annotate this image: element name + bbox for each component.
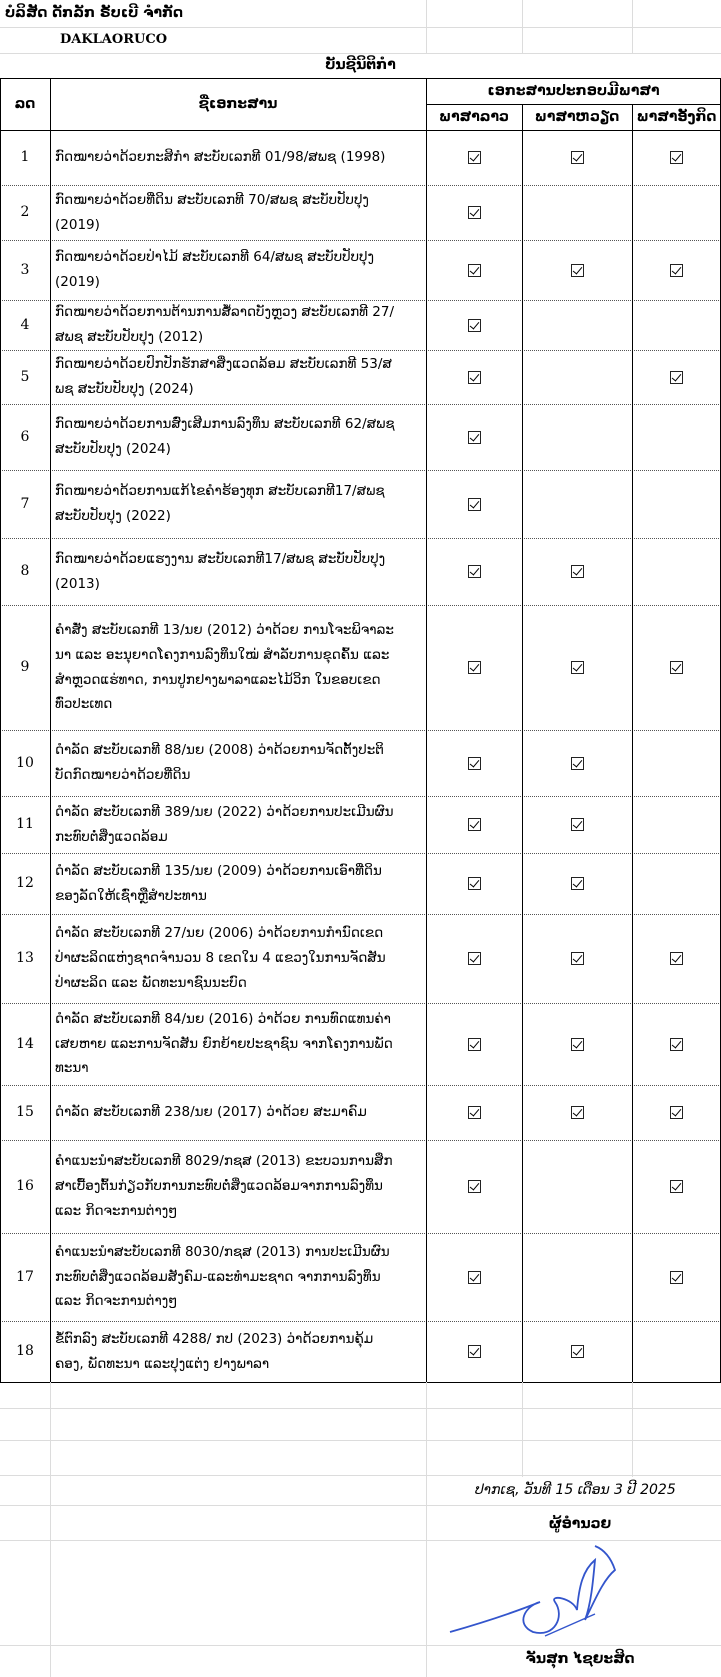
row-separator	[0, 300, 721, 301]
gridline	[0, 1408, 721, 1409]
checkbox-cell-eng	[632, 1321, 721, 1382]
signer-title: ຜູ້ອຳນວຍ	[548, 1515, 612, 1532]
company-name-en: DAKLAORUCO	[60, 31, 168, 47]
checkbox-checked-icon	[670, 1038, 683, 1051]
checkbox-checked-icon	[468, 1038, 481, 1051]
header-lao: ພາສາລາວ	[438, 108, 510, 125]
row-separator	[0, 1321, 721, 1322]
checkbox-cell-eng	[632, 605, 721, 730]
checkbox-checked-icon	[670, 1180, 683, 1193]
checkbox-cell-eng	[632, 1233, 721, 1321]
document-name: ດຳລັດ ສະບັບເລກທີ 88/ນຍ (2008) ວ່າດ້ວຍການຈັດຕັ້ງປະຕິ ບັດກົດໝາຍວ່າດ້ວຍທີ່ດິນ	[55, 742, 384, 783]
checkbox-checked-icon	[571, 1038, 584, 1051]
checkbox-cell-eng	[632, 1085, 721, 1140]
checkbox-cell-eng	[632, 796, 721, 853]
checkbox-cell-viet	[522, 1321, 632, 1382]
checkbox-checked-icon	[468, 565, 481, 578]
checkbox-cell-eng	[632, 300, 721, 350]
row-separator	[0, 1003, 721, 1004]
checkbox-cell-lao	[426, 605, 522, 730]
checkbox-cell-viet	[522, 730, 632, 796]
document-name: ກົດໝາຍວ່າດ້ວຍການສົ່ງເສີມການລົງທຶນ ສະບັບເລກທີ 62/ສພຊ ສະບັບປັບປຸງ (2024)	[55, 416, 395, 457]
checkbox-checked-icon	[468, 431, 481, 444]
checkbox-checked-icon	[670, 264, 683, 277]
checkbox-checked-icon	[468, 151, 481, 164]
gridline	[426, 0, 427, 53]
checkbox-cell-lao	[426, 470, 522, 538]
checkbox-checked-icon	[468, 877, 481, 890]
checkbox-cell-viet	[522, 796, 632, 853]
checkbox-checked-icon	[468, 1345, 481, 1358]
gridline	[522, 0, 523, 53]
checkbox-cell-lao	[426, 1085, 522, 1140]
gridline	[0, 1505, 721, 1506]
row-separator	[0, 914, 721, 915]
document-name: ດຳລັດ ສະບັບເລກທີ 27/ນຍ (2006) ວ່າດ້ວຍການກຳນົດເຂດ ປ່າຜະລິດແຫ່ງຊາດຈຳນວນ 8 ເຂດໃນ 4 ແຂວງໃນການຈັດສັນ ປ່າຜະລິດ ແລະ ພັດທະນາຊົນນະບົດ	[55, 925, 386, 991]
checkbox-checked-icon	[468, 319, 481, 332]
gridline	[50, 1382, 51, 1677]
document-name: ກົດໝາຍວ່າດ້ວຍທີ່ດິນ ສະບັບເລກທີ 70/ສພຊ ສະບັບປັບປຸງ (2019)	[55, 191, 369, 233]
checkbox-checked-icon	[468, 1106, 481, 1119]
signature	[445, 1540, 625, 1650]
checkbox-cell-viet	[522, 1085, 632, 1140]
checkbox-cell-viet	[522, 240, 632, 300]
date-line: ປາກເຊ, ວັນທີ 15 ເດືອນ 3 ປີ 2025	[475, 1481, 676, 1498]
row-number: 11	[16, 816, 34, 833]
gridline	[522, 1382, 523, 1477]
checkbox-checked-icon	[468, 264, 481, 277]
table-border	[0, 78, 721, 79]
row-number: 14	[16, 1035, 34, 1052]
checkbox-cell-lao	[426, 404, 522, 470]
checkbox-cell-eng	[632, 404, 721, 470]
row-separator	[0, 538, 721, 539]
checkbox-checked-icon	[571, 952, 584, 965]
row-separator	[0, 185, 721, 186]
document-name: ຄຳແນະນຳສະບັບເລກທີ 8029/ກຊສ (2013) ຂະບວນການສຶກ ສາເບື້ອງຕົ້ນກ່ຽວກັບການກະທົບຕໍ່ສິ່ງແວດລ້ອມຈາກການລົງທຶນ ແລະ ກິດຈະການຕ່າງໆ	[55, 1153, 393, 1219]
header-no: ລດ	[14, 95, 36, 112]
table-border	[50, 78, 51, 1382]
table-border	[632, 104, 633, 1382]
gridline	[426, 1382, 427, 1677]
checkbox-checked-icon	[571, 565, 584, 578]
row-number: 16	[16, 1178, 34, 1195]
row-number: 17	[16, 1268, 34, 1285]
document-name: ຄຳແນະນຳສະບັບເລກທີ 8030/ກຊສ (2013) ການປະເມີນຜົນ ກະທົບຕໍ່ສິ່ງແວດລ້ອມສັງຄົມ-ແລະທຳມະຊາດ ຈາກການລົງທຶນ ແລະ ກິດຈະການຕ່າງໆ	[55, 1243, 390, 1310]
checkbox-checked-icon	[670, 151, 683, 164]
row-number: 13	[16, 950, 34, 967]
checkbox-cell-eng	[632, 730, 721, 796]
row-separator	[0, 796, 721, 797]
checkbox-checked-icon	[571, 1345, 584, 1358]
row-number: 15	[16, 1104, 34, 1121]
checkbox-cell-eng	[632, 914, 721, 1003]
checkbox-cell-lao	[426, 185, 522, 240]
document-name: ດຳລັດ ສະບັບເລກທີ 238/ນຍ (2017) ວ່າດ້ວຍ ສະມາຄົມ	[55, 1104, 367, 1121]
checkbox-cell-lao	[426, 1233, 522, 1321]
company-name-lao: ບໍລິສັດ ດັກລັກ ຣັບເບີ ຈຳກັດ	[5, 5, 183, 22]
document-name: ກົດໝາຍວ່າດ້ວຍການແກ້ໄຂຄຳຮ້ອງທຸກ ສະບັບເລກທີ17/ສພຊ ສະບັບປັບປຸງ (2022)	[55, 483, 385, 524]
section-title: ບັນຊີນິຕິກຳ	[325, 57, 396, 74]
checkbox-cell-lao	[426, 538, 522, 605]
checkbox-cell-viet	[522, 605, 632, 730]
checkbox-cell-viet	[522, 350, 632, 404]
checkbox-cell-lao	[426, 130, 522, 185]
row-number: 12	[16, 875, 34, 892]
checkbox-cell-eng	[632, 853, 721, 914]
row-separator	[0, 605, 721, 606]
checkbox-cell-lao	[426, 350, 522, 404]
document-name: ດຳລັດ ສະບັບເລກທີ 389/ນຍ (2022) ວ່າດ້ວຍການປະເມີນຜົນ ກະທົບຕໍ່ສິ່ງແວດລ້ອມ	[55, 803, 394, 845]
row-separator	[0, 853, 721, 854]
signature-underline	[545, 1614, 595, 1636]
checkbox-cell-viet	[522, 1140, 632, 1233]
checkbox-cell-lao	[426, 730, 522, 796]
checkbox-cell-viet	[522, 300, 632, 350]
checkbox-cell-viet	[522, 130, 632, 185]
checkbox-checked-icon	[571, 1106, 584, 1119]
signer-name: ຈັນສຸກ ໄຊຍະສິດ	[525, 1650, 635, 1667]
checkbox-cell-eng	[632, 470, 721, 538]
checkbox-checked-icon	[670, 1106, 683, 1119]
checkbox-checked-icon	[571, 661, 584, 674]
checkbox-checked-icon	[468, 952, 481, 965]
checkbox-cell-eng	[632, 350, 721, 404]
gridline	[632, 0, 633, 53]
table-border	[0, 78, 1, 1382]
document-name: ຄຳສັ່ງ ສະບັບເລກທີ 13/ນຍ (2012) ວ່າດ້ວຍ ການໂຈະພິຈາລະ ນາ ແລະ ອະນຸຍາດໂຄງການລົງທຶນໃໝ່ ສຳລັບການຂຸດຄົ້ນ ແລະ ສຳຫຼວດແຮ່ທາດ, ການປູກຢາງພາລາແລະໄມ້ວິກ ໃນຂອບເຂດ ທົ່ວປະເທດ	[55, 621, 394, 713]
checkbox-checked-icon	[468, 757, 481, 770]
checkbox-cell-eng	[632, 240, 721, 300]
checkbox-checked-icon	[670, 371, 683, 384]
row-number: 9	[20, 659, 30, 676]
checkbox-checked-icon	[571, 264, 584, 277]
checkbox-checked-icon	[571, 818, 584, 831]
row-separator	[0, 240, 721, 241]
table-border	[0, 1382, 721, 1383]
row-number: 5	[20, 368, 30, 385]
checkbox-checked-icon	[670, 661, 683, 674]
header-english: ພາສາອັງກິດ	[636, 108, 717, 125]
checkbox-checked-icon	[468, 661, 481, 674]
header-vietnamese: ພາສາຫວຽດ	[534, 108, 620, 125]
checkbox-cell-lao	[426, 240, 522, 300]
row-separator	[0, 1085, 721, 1086]
checkbox-cell-lao	[426, 1140, 522, 1233]
gridline	[632, 1382, 633, 1477]
checkbox-cell-eng	[632, 1140, 721, 1233]
checkbox-checked-icon	[468, 1180, 481, 1193]
row-separator	[0, 470, 721, 471]
gridline	[0, 53, 721, 54]
row-separator	[0, 1140, 721, 1141]
row-number: 4	[20, 316, 30, 333]
checkbox-cell-lao	[426, 914, 522, 1003]
header-doc-name: ຊື່ເອກະສານ	[198, 95, 278, 112]
table-border	[0, 130, 721, 131]
row-number: 8	[20, 563, 30, 580]
row-separator	[0, 350, 721, 351]
row-separator	[0, 1233, 721, 1234]
row-separator	[0, 730, 721, 731]
checkbox-checked-icon	[468, 498, 481, 511]
gridline	[0, 1440, 721, 1441]
checkbox-checked-icon	[468, 371, 481, 384]
document-name: ກົດໝາຍວ່າດ້ວຍການຕ້ານການສໍ້ລາດບັງຫຼວງ ສະບັບເລກທີ 27/ ສພຊ ສະບັບປັບປຸງ (2012)	[55, 304, 395, 345]
checkbox-cell-lao	[426, 300, 522, 350]
table-border	[426, 78, 427, 1382]
checkbox-cell-lao	[426, 796, 522, 853]
checkbox-checked-icon	[571, 151, 584, 164]
checkbox-checked-icon	[670, 952, 683, 965]
row-number: 6	[20, 428, 30, 445]
checkbox-cell-viet	[522, 1233, 632, 1321]
checkbox-cell-viet	[522, 1003, 632, 1085]
checkbox-cell-viet	[522, 538, 632, 605]
document-name: ກົດໝາຍວ່າດ້ວຍກະສິກຳ ສະບັບເລກທີ 01/98/ສພຊ (1998)	[55, 149, 386, 166]
checkbox-cell-lao	[426, 1321, 522, 1382]
row-number: 3	[20, 261, 30, 278]
document-name: ກົດໝາຍວ່າດ້ວຍແຮງງານ ສະບັບເລກທີ17/ສພຊ ສະບັບປັບປຸງ (2013)	[55, 550, 386, 592]
checkbox-cell-eng	[632, 130, 721, 185]
row-number: 2	[20, 204, 30, 221]
checkbox-cell-eng	[632, 185, 721, 240]
row-number: 1	[20, 149, 30, 166]
header-language-group: ເອກະສານປະກອບມີພາສາ	[487, 82, 660, 99]
document-name: ກົດໝາຍວ່າດ້ວຍປ່າໄມ້ ສະບັບເລກທີ 64/ສພຊ ສະບັບປັບປຸງ (2019)	[55, 249, 374, 290]
gridline	[0, 27, 721, 28]
checkbox-checked-icon	[468, 206, 481, 219]
checkbox-checked-icon	[571, 877, 584, 890]
checkbox-checked-icon	[571, 757, 584, 770]
checkbox-cell-viet	[522, 853, 632, 914]
checkbox-cell-eng	[632, 1003, 721, 1085]
row-separator	[0, 404, 721, 405]
document-name: ຂໍ້ຕົກລົງ ສະບັບເລກທີ 4288/ ກປ (2023) ວ່າດ້ວຍການຄຸ້ມ ຄອງ, ພັດທະນາ ແລະປຸງແຕ່ງ ຢາງພາລາ	[55, 1330, 374, 1372]
checkbox-cell-viet	[522, 185, 632, 240]
row-number: 7	[20, 495, 30, 512]
document-name: ກົດໝາຍວ່າດ້ວຍປົກປັກຮັກສາສິ່ງແວດລ້ອມ ສະບັບເລກທີ 53/ສ ພຊ ສະບັບປັບປຸງ (2024)	[55, 356, 392, 397]
table-border	[522, 104, 523, 1382]
checkbox-checked-icon	[670, 1271, 683, 1284]
row-number: 18	[16, 1343, 34, 1360]
checkbox-cell-eng	[632, 538, 721, 605]
row-number: 10	[16, 754, 34, 771]
checkbox-cell-viet	[522, 914, 632, 1003]
checkbox-cell-viet	[522, 404, 632, 470]
table-border	[426, 104, 721, 105]
document-name: ດຳລັດ ສະບັບເລກທີ 135/ນຍ (2009) ວ່າດ້ວຍການເອົາທີ່ດິນ ຂອງລັດໃຫ້ເຊົ່າຫຼືສຳປະທານ	[55, 862, 382, 904]
checkbox-cell-viet	[522, 470, 632, 538]
checkbox-checked-icon	[468, 1271, 481, 1284]
document-name: ດຳລັດ ສະບັບເລກທີ 84/ນຍ (2016) ວ່າດ້ວຍ ການທົດແທນຄ່າ ເສຍຫາຍ ແລະການຈັດສັນ ຍົກຍ້າຍປະຊາຊົນ ຈາກໂຄງການພັດ ທະນາ	[55, 1010, 393, 1077]
checkbox-cell-lao	[426, 853, 522, 914]
signature-stroke	[450, 1546, 615, 1633]
checkbox-cell-lao	[426, 1003, 522, 1085]
checkbox-checked-icon	[468, 818, 481, 831]
